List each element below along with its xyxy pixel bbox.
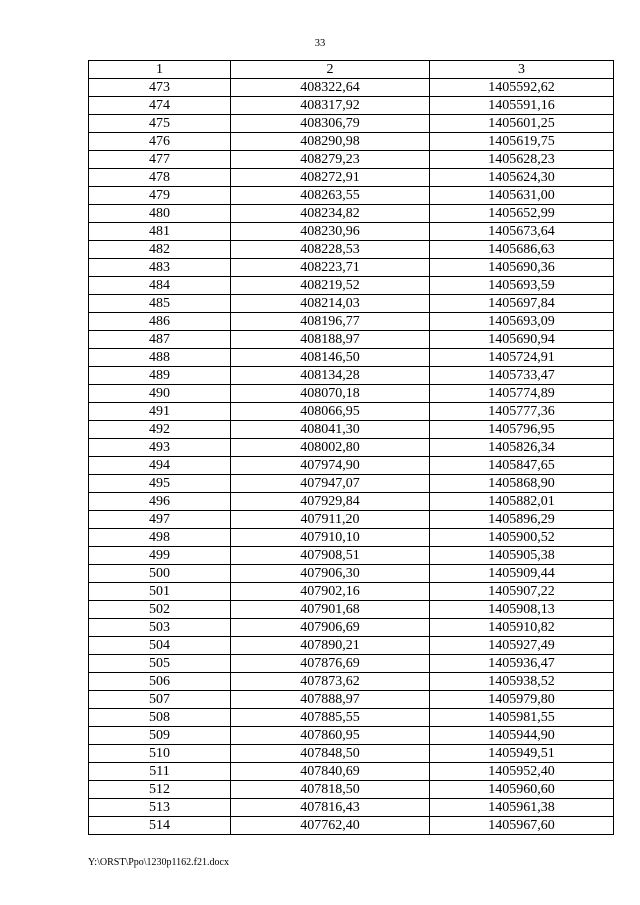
- y-coordinate-cell: 1405952,40: [430, 763, 614, 781]
- point-number-cell: 494: [89, 457, 231, 475]
- y-coordinate-cell: 1405927,49: [430, 637, 614, 655]
- point-number-cell: 483: [89, 259, 231, 277]
- x-coordinate-cell: 408196,77: [231, 313, 430, 331]
- x-coordinate-cell: 408146,50: [231, 349, 430, 367]
- table-row: [89, 79, 614, 97]
- table-row: [89, 511, 614, 529]
- x-coordinate-cell: 408263,55: [231, 187, 430, 205]
- point-number-cell: 507: [89, 691, 231, 709]
- point-number-cell: 512: [89, 781, 231, 799]
- table-row: [89, 295, 614, 313]
- column-header-2: 2: [231, 61, 430, 79]
- point-number-cell: 496: [89, 493, 231, 511]
- point-number-cell: 479: [89, 187, 231, 205]
- point-number-cell: 501: [89, 583, 231, 601]
- y-coordinate-cell: 1405847,65: [430, 457, 614, 475]
- y-coordinate-cell: 1405774,89: [430, 385, 614, 403]
- y-coordinate-cell: 1405601,25: [430, 115, 614, 133]
- x-coordinate-cell: 407902,16: [231, 583, 430, 601]
- table-row: [89, 151, 614, 169]
- y-coordinate-cell: 1405960,60: [430, 781, 614, 799]
- point-number-cell: 491: [89, 403, 231, 421]
- x-coordinate-cell: 407876,69: [231, 655, 430, 673]
- table-row: [89, 205, 614, 223]
- y-coordinate-cell: 1405628,23: [430, 151, 614, 169]
- point-number-cell: 473: [89, 79, 231, 97]
- point-number-cell: 484: [89, 277, 231, 295]
- y-coordinate-cell: 1405796,95: [430, 421, 614, 439]
- column-header-1: 1: [89, 61, 231, 79]
- table-row: [89, 601, 614, 619]
- x-coordinate-cell: 408290,98: [231, 133, 430, 151]
- y-coordinate-cell: 1405652,99: [430, 205, 614, 223]
- y-coordinate-cell: 1405673,64: [430, 223, 614, 241]
- point-number-cell: 513: [89, 799, 231, 817]
- table-row: [89, 691, 614, 709]
- point-number-cell: 475: [89, 115, 231, 133]
- x-coordinate-cell: 408219,52: [231, 277, 430, 295]
- y-coordinate-cell: 1405896,29: [430, 511, 614, 529]
- table-row: [89, 493, 614, 511]
- y-coordinate-cell: 1405967,60: [430, 817, 614, 835]
- y-coordinate-cell: 1405690,36: [430, 259, 614, 277]
- point-number-cell: 503: [89, 619, 231, 637]
- point-number-cell: 502: [89, 601, 231, 619]
- table-row: [89, 583, 614, 601]
- point-number-cell: 505: [89, 655, 231, 673]
- table-row: [89, 385, 614, 403]
- table-row: [89, 817, 614, 835]
- table-row: [89, 781, 614, 799]
- x-coordinate-cell: 408188,97: [231, 331, 430, 349]
- point-number-cell: 474: [89, 97, 231, 115]
- y-coordinate-cell: 1405868,90: [430, 475, 614, 493]
- y-coordinate-cell: 1405961,38: [430, 799, 614, 817]
- table-row: [89, 277, 614, 295]
- y-coordinate-cell: 1405936,47: [430, 655, 614, 673]
- table-row: [89, 529, 614, 547]
- point-number-cell: 493: [89, 439, 231, 457]
- x-coordinate-cell: 407890,21: [231, 637, 430, 655]
- x-coordinate-cell: 407947,07: [231, 475, 430, 493]
- x-coordinate-cell: 408279,23: [231, 151, 430, 169]
- point-number-cell: 514: [89, 817, 231, 835]
- x-coordinate-cell: 407906,30: [231, 565, 430, 583]
- x-coordinate-cell: 407908,51: [231, 547, 430, 565]
- y-coordinate-cell: 1405882,01: [430, 493, 614, 511]
- table-row: [89, 637, 614, 655]
- y-coordinate-cell: 1405693,09: [430, 313, 614, 331]
- table-header-row: [89, 61, 614, 79]
- table-row: [89, 349, 614, 367]
- y-coordinate-cell: 1405979,80: [430, 691, 614, 709]
- point-number-cell: 511: [89, 763, 231, 781]
- point-number-cell: 492: [89, 421, 231, 439]
- y-coordinate-cell: 1405944,90: [430, 727, 614, 745]
- table-row: [89, 223, 614, 241]
- coordinates-table: [88, 60, 614, 835]
- y-coordinate-cell: 1405909,44: [430, 565, 614, 583]
- table-row: [89, 745, 614, 763]
- x-coordinate-cell: 407816,43: [231, 799, 430, 817]
- x-coordinate-cell: 407911,20: [231, 511, 430, 529]
- y-coordinate-cell: 1405591,16: [430, 97, 614, 115]
- table-row: [89, 331, 614, 349]
- point-number-cell: 488: [89, 349, 231, 367]
- point-number-cell: 497: [89, 511, 231, 529]
- x-coordinate-cell: 408002,80: [231, 439, 430, 457]
- x-coordinate-cell: 407860,95: [231, 727, 430, 745]
- y-coordinate-cell: 1405592,62: [430, 79, 614, 97]
- table-row: [89, 241, 614, 259]
- y-coordinate-cell: 1405777,36: [430, 403, 614, 421]
- table-row: [89, 313, 614, 331]
- point-number-cell: 508: [89, 709, 231, 727]
- y-coordinate-cell: 1405697,84: [430, 295, 614, 313]
- point-number-cell: 490: [89, 385, 231, 403]
- table-row: [89, 421, 614, 439]
- point-number-cell: 485: [89, 295, 231, 313]
- y-coordinate-cell: 1405826,34: [430, 439, 614, 457]
- table-row: [89, 403, 614, 421]
- y-coordinate-cell: 1405981,55: [430, 709, 614, 727]
- point-number-cell: 482: [89, 241, 231, 259]
- x-coordinate-cell: 408070,18: [231, 385, 430, 403]
- point-number-cell: 500: [89, 565, 231, 583]
- table-row: [89, 475, 614, 493]
- table-row: [89, 799, 614, 817]
- table-row: [89, 763, 614, 781]
- footer-file-path: Y:\ORST\Ppo\1230p1162.f21.docx: [88, 857, 229, 868]
- point-number-cell: 495: [89, 475, 231, 493]
- table-row: [89, 169, 614, 187]
- table-row: [89, 655, 614, 673]
- table-row: [89, 367, 614, 385]
- y-coordinate-cell: 1405733,47: [430, 367, 614, 385]
- point-number-cell: 487: [89, 331, 231, 349]
- y-coordinate-cell: 1405907,22: [430, 583, 614, 601]
- column-header-3: 3: [430, 61, 614, 79]
- y-coordinate-cell: 1405619,75: [430, 133, 614, 151]
- x-coordinate-cell: 408214,03: [231, 295, 430, 313]
- table-row: [89, 727, 614, 745]
- table-row: [89, 619, 614, 637]
- x-coordinate-cell: 407840,69: [231, 763, 430, 781]
- y-coordinate-cell: 1405631,00: [430, 187, 614, 205]
- x-coordinate-cell: 408322,64: [231, 79, 430, 97]
- y-coordinate-cell: 1405908,13: [430, 601, 614, 619]
- x-coordinate-cell: 407818,50: [231, 781, 430, 799]
- point-number-cell: 477: [89, 151, 231, 169]
- x-coordinate-cell: 408234,82: [231, 205, 430, 223]
- table-row: [89, 673, 614, 691]
- point-number-cell: 509: [89, 727, 231, 745]
- x-coordinate-cell: 407910,10: [231, 529, 430, 547]
- y-coordinate-cell: 1405624,30: [430, 169, 614, 187]
- x-coordinate-cell: 408272,91: [231, 169, 430, 187]
- y-coordinate-cell: 1405690,94: [430, 331, 614, 349]
- table-row: [89, 115, 614, 133]
- table-row: [89, 547, 614, 565]
- point-number-cell: 499: [89, 547, 231, 565]
- x-coordinate-cell: 408066,95: [231, 403, 430, 421]
- table-row: [89, 709, 614, 727]
- x-coordinate-cell: 407888,97: [231, 691, 430, 709]
- table-row: [89, 439, 614, 457]
- x-coordinate-cell: 407974,90: [231, 457, 430, 475]
- x-coordinate-cell: 407762,40: [231, 817, 430, 835]
- table-row: [89, 457, 614, 475]
- y-coordinate-cell: 1405724,91: [430, 349, 614, 367]
- point-number-cell: 478: [89, 169, 231, 187]
- x-coordinate-cell: 407873,62: [231, 673, 430, 691]
- y-coordinate-cell: 1405949,51: [430, 745, 614, 763]
- table-row: [89, 133, 614, 151]
- page-number: 33: [314, 38, 326, 49]
- x-coordinate-cell: 407929,84: [231, 493, 430, 511]
- x-coordinate-cell: 408317,92: [231, 97, 430, 115]
- x-coordinate-cell: 408228,53: [231, 241, 430, 259]
- point-number-cell: 480: [89, 205, 231, 223]
- table-row: [89, 187, 614, 205]
- x-coordinate-cell: 407906,69: [231, 619, 430, 637]
- table-row: [89, 565, 614, 583]
- x-coordinate-cell: 408041,30: [231, 421, 430, 439]
- x-coordinate-cell: 408230,96: [231, 223, 430, 241]
- x-coordinate-cell: 407848,50: [231, 745, 430, 763]
- table-body: [89, 79, 614, 835]
- point-number-cell: 476: [89, 133, 231, 151]
- y-coordinate-cell: 1405693,59: [430, 277, 614, 295]
- point-number-cell: 489: [89, 367, 231, 385]
- point-number-cell: 510: [89, 745, 231, 763]
- x-coordinate-cell: 408134,28: [231, 367, 430, 385]
- point-number-cell: 504: [89, 637, 231, 655]
- point-number-cell: 481: [89, 223, 231, 241]
- y-coordinate-cell: 1405900,52: [430, 529, 614, 547]
- point-number-cell: 506: [89, 673, 231, 691]
- point-number-cell: 486: [89, 313, 231, 331]
- y-coordinate-cell: 1405905,38: [430, 547, 614, 565]
- y-coordinate-cell: 1405686,63: [430, 241, 614, 259]
- y-coordinate-cell: 1405910,82: [430, 619, 614, 637]
- y-coordinate-cell: 1405938,52: [430, 673, 614, 691]
- table-row: [89, 97, 614, 115]
- x-coordinate-cell: 407901,68: [231, 601, 430, 619]
- x-coordinate-cell: 408223,71: [231, 259, 430, 277]
- x-coordinate-cell: 407885,55: [231, 709, 430, 727]
- x-coordinate-cell: 408306,79: [231, 115, 430, 133]
- table-row: [89, 259, 614, 277]
- point-number-cell: 498: [89, 529, 231, 547]
